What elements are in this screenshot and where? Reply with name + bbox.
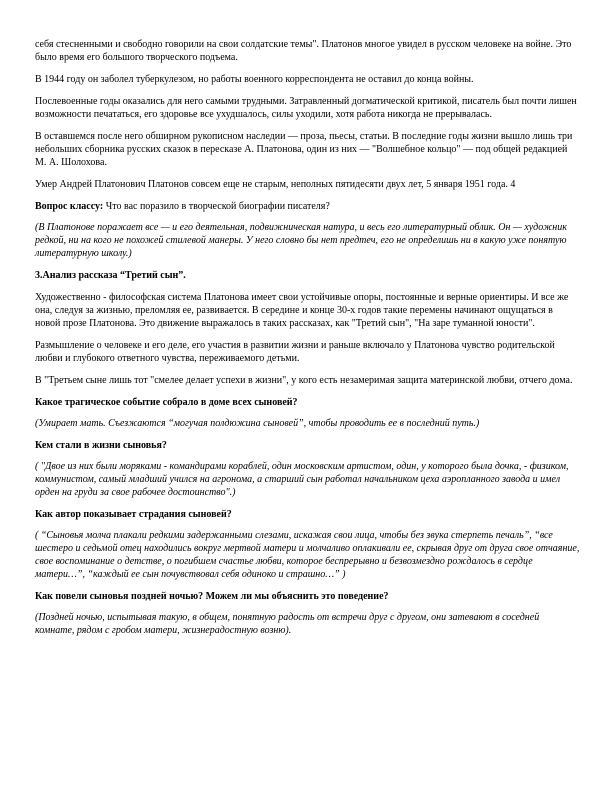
paragraph: В оставшемся после него обширном рукописном наследии — проза, пьесы, статьи. В последние годы жизни вышло лишь три небольших сборника русских сказок в пересказе А. Платонова, один из них — "Волшебное кольцо" — под общей редакцией М. А. Шолохова. — [35, 131, 573, 168]
question: Как автор показывает страдания сыновей? — [35, 509, 232, 520]
answer: ( “Сыновья молча плакали редкими задержанными слезами, искажая свои лица, чтобы без звука стерпеть печаль”, “все шестеро и седьмой отец находились вокруг мертвой матери и молчаливо оплакивали ее, скрывая друг от друга свое отчаяние, свое воспоминание о детстве, о погибшем счастье любви, которое беспрерывно и безвозмездно рождалось в сердце матери…”, “каждый ее сын почувствовал себя одиноко и страшно…” ) — [35, 530, 580, 580]
answer: (Умирает мать. Съезжаются “могучая полдюжина сыновей”, чтобы проводить ее в последний путь.) — [35, 418, 480, 429]
question: Какое трагическое событие собрало в доме всех сыновей? — [35, 397, 298, 408]
question: Кем стали в жизни сыновья? — [35, 440, 167, 451]
document-page — [35, 38, 580, 646]
answer: ( "Двое из них были моряками - командирами кораблей, один московским артистом, один, у которого была дочка, - физиком, коммунистом, самый младший учился на агронома, а старший сын работал начальником цеха аэропланного завода и имел орден на груди за свое рабочее достоинство".) — [35, 461, 569, 498]
question-label: Вопрос классу: — [35, 201, 104, 212]
question-text: Что вас поразило в творческой биографии писателя? — [103, 201, 330, 212]
paragraph: Художественно - философская система Платонова имеет свои устойчивые опоры, постоянные и верные ориентиры. И все же она, следуя за жизнью, преломляя ее, развивается. В середине и конце 30-х годов такие перемены начинают ощущаться в новой прозе Платонова. Это движение выражалось в таких рассказах, как "Третий сын", "На заре туманной юности". — [35, 292, 569, 329]
answer: (Поздней ночью, испытывая такую, в общем, понятную радость от встречи друг с другом, они затевают в соседней комнате, рядом с гробом матери, жизнерадостную возню). — [35, 612, 540, 636]
section-heading: 3.Анализ рассказа “Третий сын”. — [35, 270, 186, 281]
paragraph: Умер Андрей Платонович Платонов совсем еще не старым, неполных пятидесяти двух лет, 5 января 1951 года. 4 — [35, 179, 516, 190]
question: Как повели сыновья поздней ночью? Можем ли мы объяснить это поведение? — [35, 591, 389, 602]
paragraph: Послевоенные годы оказались для него самыми трудными. Затравленный догматической критикой, писатель был почти лишен возможности печататься, его здоровье все ухудшалось, силы уходили, хотя работа никогда не прерывалась. — [35, 96, 577, 120]
paragraph: Размышление о человеке и его деле, его участия в развитии жизни и раньше включало у Платонова чувство родительской любви и глубокого ответного чувства, переживаемого детьми. — [35, 340, 555, 364]
answer: (В Платонове поражает все — и его деятельная, подвижническая натура, и весь его литературный облик. Он — художник редкой, ни на кого не похожей стилевой манеры. У него словно бы нет предтеч, его не определишь ни в какую уже понятую литературную школу.) — [35, 222, 567, 259]
paragraph: В "Третьем сыне лишь тот "смелее делает успехи в жизни", у кого есть незамеримая защита материнской любви, отчего дома. — [35, 375, 573, 386]
question — [35, 200, 580, 213]
paragraph: В 1944 году он заболел туберкулезом, но работы военного корреспондента не оставил до конца войны. — [35, 74, 474, 85]
paragraph: себя стесненными и свободно говорили на свои солдатские темы". Платонов многое увидел в русском человеке на войне. Это было время его большого творческого подъема. — [35, 39, 572, 63]
